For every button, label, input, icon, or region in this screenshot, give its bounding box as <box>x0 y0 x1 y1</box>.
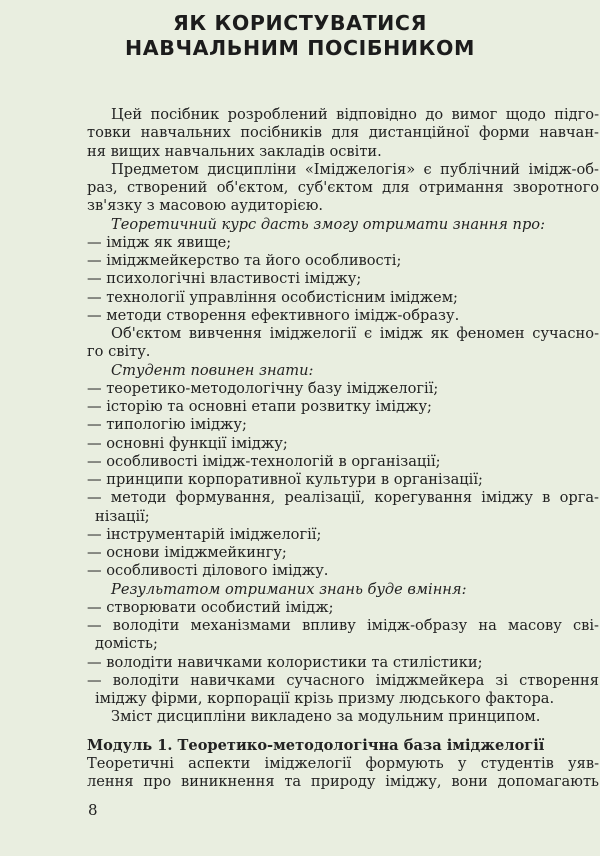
subject-paragraph <box>87 161 599 216</box>
text-line: раз, створений об'єктом, суб'єктом для отримання зворотного <box>87 179 599 196</box>
list-item: — іміджмейкерство та його особливості; <box>87 252 402 269</box>
text-line: ня вищих навчальних закладів освіти. <box>87 142 382 160</box>
list-item: — володіти навичками колористики та стилістики; <box>87 653 483 671</box>
list-item-continuation: іміджу фірми, корпорації крізь призму людського фактора. <box>95 690 555 707</box>
list-item-continuation: нізації; <box>95 507 150 525</box>
text-line: Предметом дисципліни «Іміджелогія» є публічний імідж-об- <box>111 160 599 178</box>
list-item: — теоретико-методологічну базу іміджелогії; <box>87 379 439 397</box>
list-item: — особливості імідж-технологій в організації; <box>87 452 441 470</box>
list-item: — володіти механізмами впливу імідж-образу на масову сві- <box>87 617 599 634</box>
text-line: товки навчальних посібників для дистанційної форми навчан- <box>87 124 599 142</box>
list-item: — основні функції іміджу; <box>87 434 288 452</box>
page-body <box>87 106 599 791</box>
text-line: Теоретичні аспекти іміджелогії формують у студентів уяв- <box>87 754 599 772</box>
list-item: — методи створення ефективного імідж-образу. <box>87 306 460 324</box>
list-item: — історію та основні етапи розвитку іміджу; <box>87 398 432 415</box>
list-item: — імідж як явище; <box>87 233 232 251</box>
intro-paragraph <box>87 106 599 161</box>
course-heading: Теоретичний курс дасть змогу отримати знання про: <box>111 215 545 233</box>
object-paragraph <box>87 325 599 362</box>
list-item: — технології управління особистісним іміджем; <box>87 288 458 306</box>
page-title <box>0 11 600 61</box>
student-list <box>87 380 599 581</box>
list-item: — основи іміджмейкингу; <box>87 544 287 561</box>
skills-heading: Результатом отриманих знань буде вміння: <box>111 580 467 598</box>
text-line: Цей посібник розроблений відповідно до вимог щодо підго- <box>111 106 599 123</box>
list-item: — типологію іміджу; <box>87 416 247 434</box>
list-item: — методи формування, реалізації, корегування іміджу в орга- <box>87 489 599 507</box>
page-number: 8 <box>88 801 98 819</box>
student-heading: Студент повинен знати: <box>111 361 314 379</box>
skills-list <box>87 599 599 709</box>
title-line-1: ЯК КОРИСТУВАТИСЯ <box>173 11 427 35</box>
list-item: — володіти навичками сучасного іміджмейкера зі створення <box>87 671 599 689</box>
title-line-2: НАВЧАЛЬНИМ ПОСІБНИКОМ <box>125 36 475 60</box>
modular-principle-text: Зміст дисципліни викладено за модульним принципом. <box>111 708 541 726</box>
text-line: зв'язку з масовою аудиторією. <box>87 197 324 215</box>
list-item: — особливості ділового іміджу. <box>87 562 329 580</box>
list-item-continuation: домість; <box>95 635 158 653</box>
section-gap <box>87 727 599 737</box>
text-line: Об'єктом вивчення іміджелогії є імідж як феномен сучасно- <box>111 325 599 342</box>
course-list <box>87 234 599 325</box>
list-item: — інструментарій іміджелогії; <box>87 525 322 543</box>
list-item: — принципи корпоративної культури в організації; <box>87 471 483 488</box>
list-item: — психологічні властивості іміджу; <box>87 270 362 288</box>
module-heading: Модуль 1. Теоретико-методологічна база іміджелогії <box>87 736 545 754</box>
list-item: — створювати особистий імідж; <box>87 598 334 616</box>
module-paragraph <box>87 755 599 792</box>
text-line: лення про виникнення та природу іміджу, вони допомагають <box>87 773 599 790</box>
text-line: го світу. <box>87 343 151 361</box>
